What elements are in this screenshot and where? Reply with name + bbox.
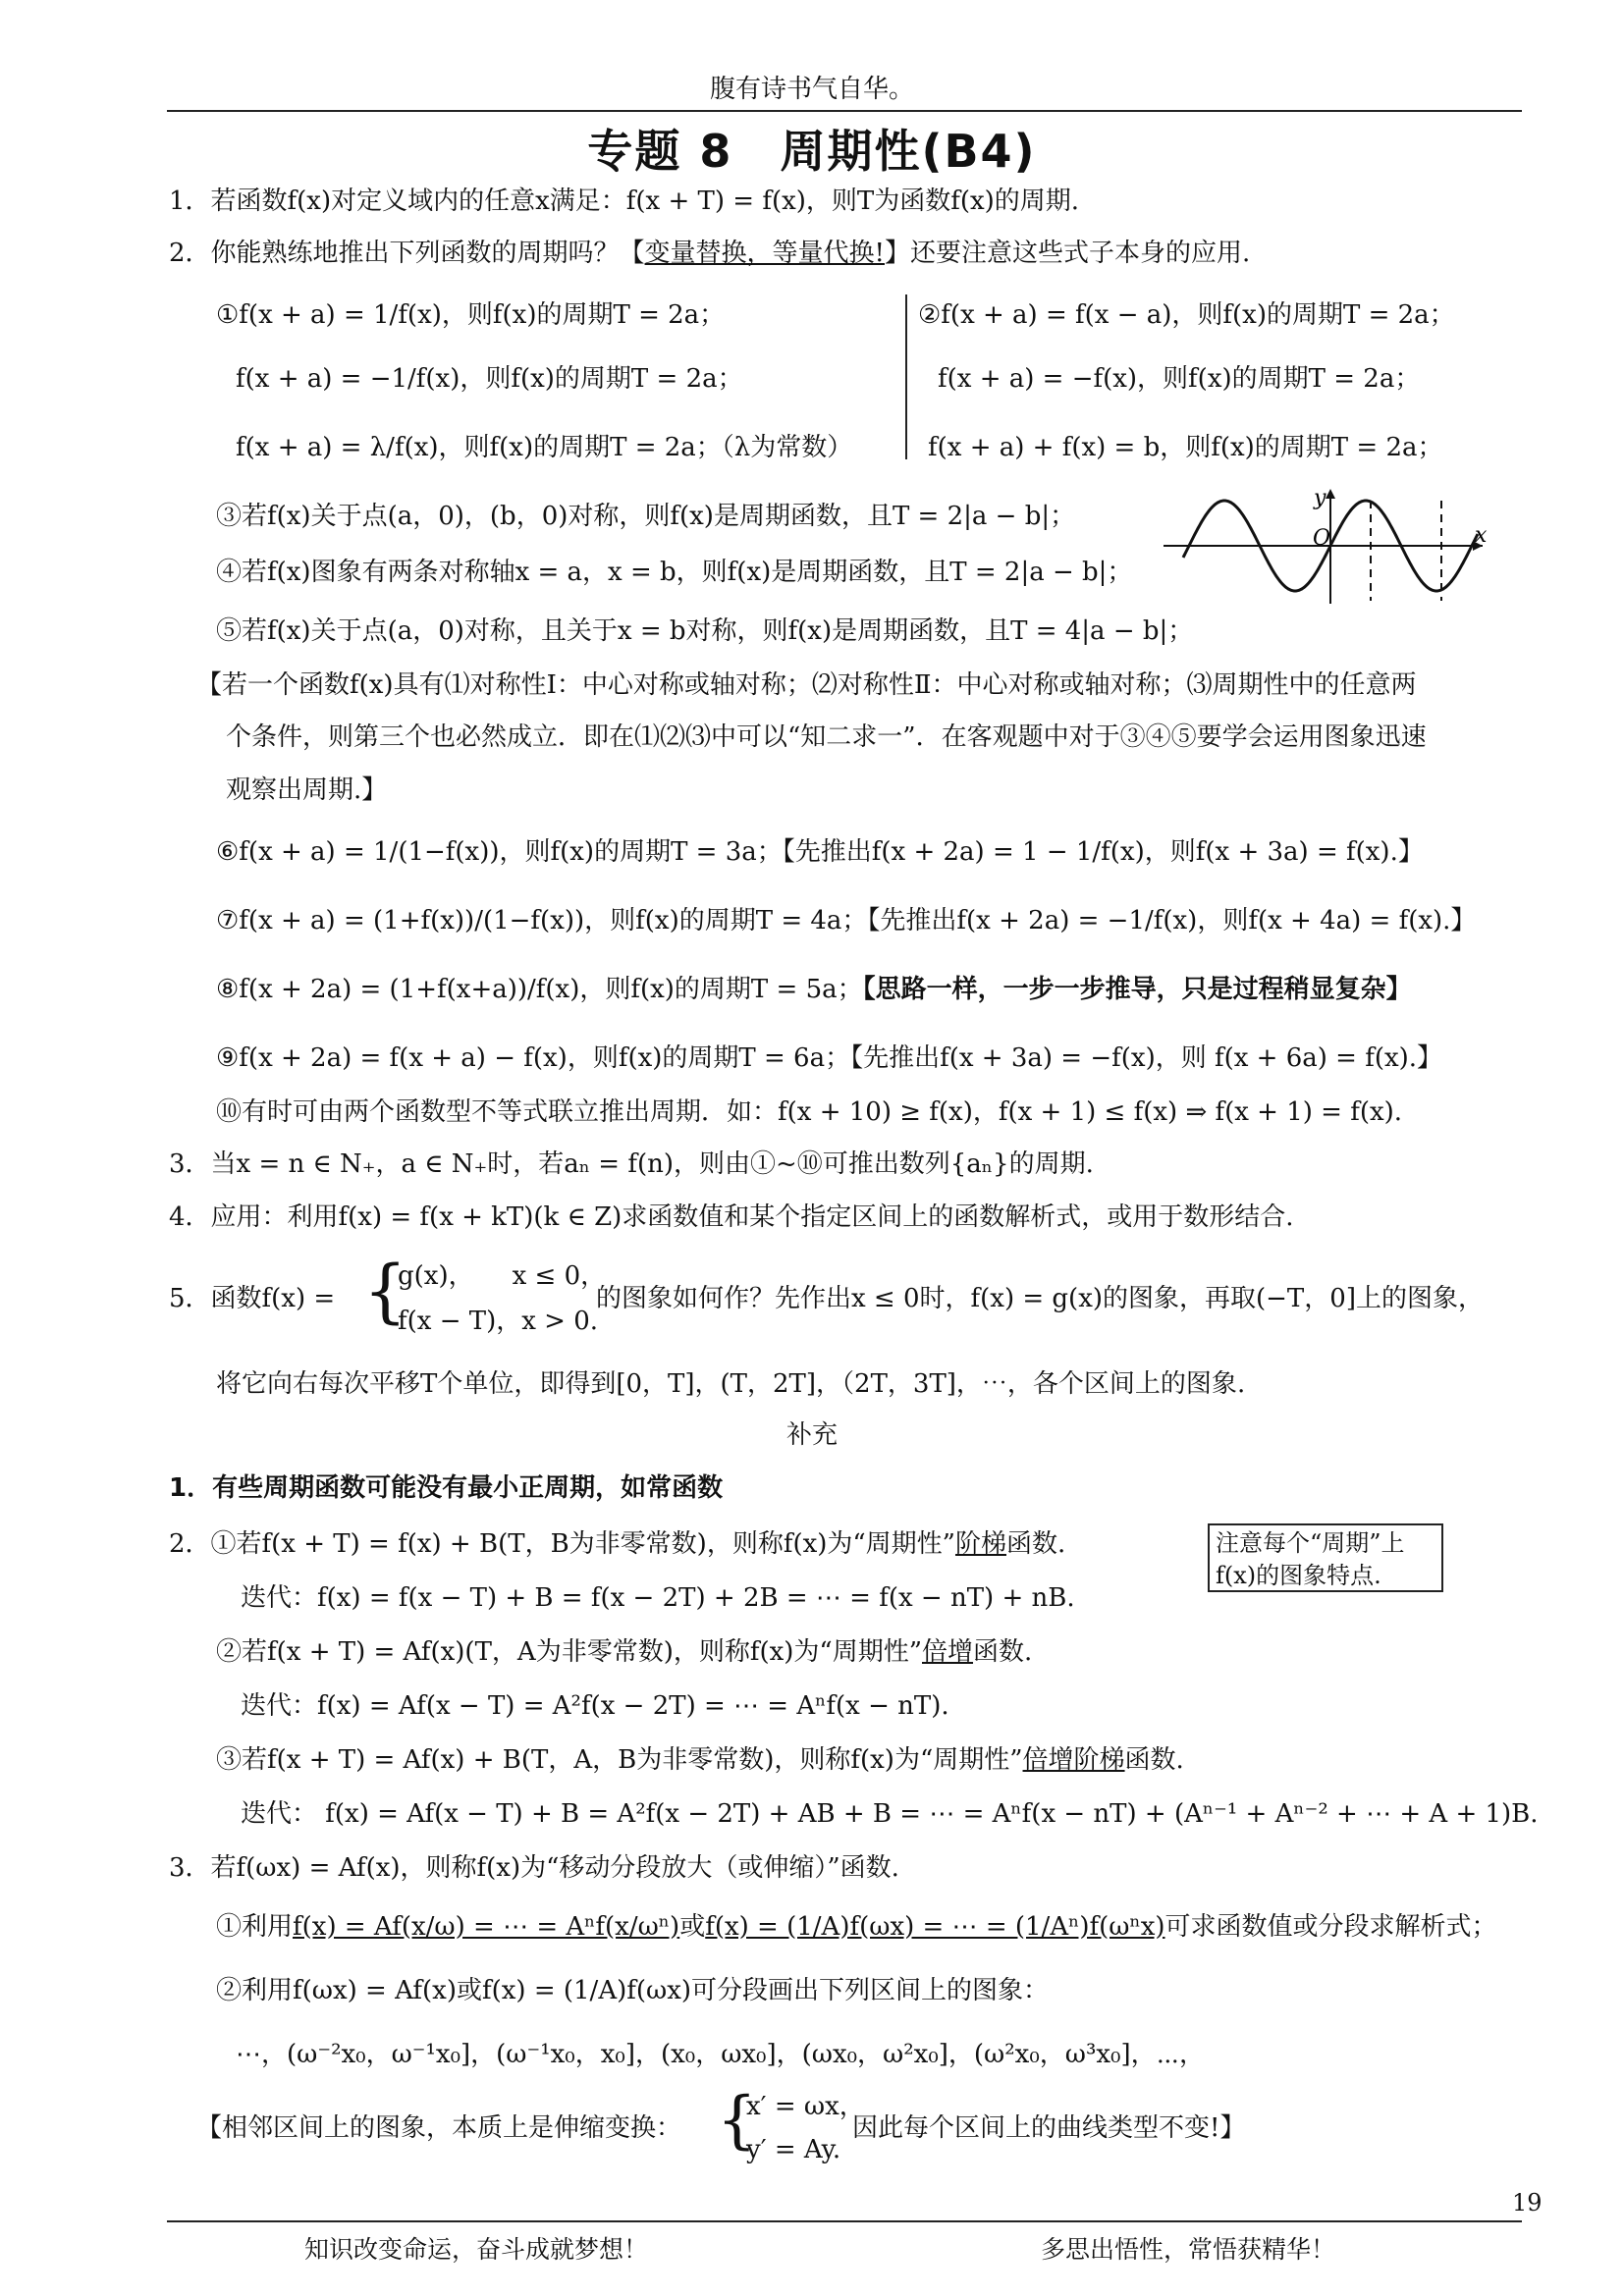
statement-9: ⑨f(x + 2a) = f(x + a) − f(x)，则f(x)的周期T = 6a；【先推出f(x + 3a) = −f(x)，则 f(x + 6a) = f(x).】 [216,1043,1443,1073]
statement-8: ⑧f(x + 2a) = (1+f(x+a))/f(x)，则f(x)的周期T = 5a；【思路一样，一步一步推导，只是过程稍显复杂】 [216,975,1412,1004]
supplement-2b-iteration: 迭代：f(x) = Af(x − T) = A²f(x − 2T) = ⋯ = Aⁿf(x − nT). [241,1691,949,1721]
item-2: 2．你能熟练地推出下列函数的周期吗？【变量替换，等量代换!】还要注意这些式子本身的应用. [169,239,1251,268]
header-rule [167,110,1522,112]
transform-case-1: x′ = ωx， [746,2092,865,2121]
footer-rule [167,2220,1522,2222]
supplement-4-pre: 【相邻区间上的图象，本质上是伸缩变换： [196,2113,682,2143]
statement-7: ⑦f(x + a) = (1+f(x))/(1−f(x))，则f(x)的周期T = 4a；【先推出f(x + 2a) = −1/f(x)，则f(x + 4a) = f(x).】 [216,906,1477,935]
supplement-3a: ①利用f(x) = Af(x/ω) = ⋯ = Aⁿf(x/ωⁿ)或f(x) = (1/A)f(ωx) = ⋯ = (1/Aⁿ)f(ωⁿx)可求函数值或分段求解析式； [216,1912,1497,1942]
column-divider [905,294,907,459]
item-1: 1．若函数f(x)对定义域内的任意x满足：f(x + T) = f(x)，则T为函数f(x)的周期. [169,187,1080,216]
item-5-pre: 5．函数f(x) = [169,1284,336,1313]
piecewise-case-2: f(x − T)，x > 0. [398,1307,599,1336]
supplement-3: 3．若f(ωx) = Af(x)，则称f(x)为“移动分段放大（或伸缩）”函数. [169,1853,899,1883]
origin-label: O [1313,526,1331,551]
note-box: 注意每个“周期”上f(x)的图象特点. [1208,1523,1443,1592]
x-label: x [1475,523,1488,548]
page-number: 19 [1512,2189,1543,2216]
item-5-post: 的图象如何作？先作出x ≤ 0时，f(x) = g(x)的图象，再取(−T，0]上的图象， [596,1284,1484,1313]
supplement-heading: 补充 [785,1420,838,1450]
supplement-3b: ②利用f(ωx) = Af(x)或f(x) = (1/A)f(ωx)可分段画出下列区间上的图象： [216,1976,1050,2005]
transform-case-2: y′ = Ay. [746,2135,841,2164]
item-2-underlined: 变量替换，等量代换! [644,239,885,268]
formula-6: f(x + a) + f(x) = b，则f(x)的周期T = 2a； [928,433,1443,462]
transform-brace: { [717,2084,757,2157]
statement-10: ⑩有时可由两个函数型不等式联立推出周期．如：f(x + 10) ≥ f(x)，f(x + 1) ≤ f(x) ⇒ f(x + 1) = f(x). [216,1097,1403,1127]
supplement-4-post: 因此每个区间上的曲线类型不变!】 [852,2113,1246,2143]
sine-graph [1154,481,1492,618]
formula-4: ②f(x + a) = f(x − a)，则f(x)的周期T = 2a； [918,300,1455,330]
footer-left: 知识改变命运，奋斗成就梦想！ [304,2235,649,2264]
header-motto: 腹有诗书气自华。 [709,75,914,104]
supplement-2c-iteration: 迭代： f(x) = Af(x − T) + B = A²f(x − 2T) + AB + B = ⋯ = Aⁿf(x − nT) + (Aⁿ⁻¹ + Aⁿ⁻² + ⋯ + A + 1)B. [241,1799,1539,1829]
supplement-3c-intervals: ⋯，(ω⁻²x₀，ω⁻¹x₀]，(ω⁻¹x₀，x₀]，(x₀，ωx₀]，(ωx₀，ω²x₀]，(ω²x₀，ω³x₀]，⋯， [236,2040,1206,2069]
supplement-2a-iteration: 迭代：f(x) = f(x − T) + B = f(x − 2T) + 2B = ⋯ = f(x − nT) + nB. [241,1583,1075,1613]
bracket-note-2: 个条件，则第三个也必然成立．即在⑴⑵⑶中可以“知二求一”．在客观题中对于③④⑤要学会运用图象迅速 [226,722,1427,752]
supplement-2a: 2．①若f(x + T) = f(x) + B(T，B为非零常数)，则称f(x)为“周期性”阶梯函数. [169,1529,1066,1559]
statement-6: ⑥f(x + a) = 1/(1−f(x))，则f(x)的周期T = 3a；【先推出f(x + 2a) = 1 − 1/f(x)，则f(x + 3a) = f(x).】 [216,837,1424,867]
formula-5: f(x + a) = −f(x)，则f(x)的周期T = 2a； [938,364,1421,394]
supplement-1: 1．有些周期函数可能没有最小正周期，如常函数 [169,1473,724,1503]
piecewise-case-1: g(x)， x ≤ 0， [398,1261,607,1291]
item-3: 3．当x = n ∈ N₊，a ∈ N₊时，若aₙ = f(n)，则由①~⑩可推出数列{aₙ}的周期. [169,1149,1094,1179]
y-label: y [1314,486,1326,510]
supplement-2c: ③若f(x + T) = Af(x) + B(T，A，B为非零常数)，则称f(x)为“周期性”倍增阶梯函数. [216,1745,1184,1775]
formula-3: f(x + a) = λ/f(x)，则f(x)的周期T = 2a；（λ为常数） [236,433,853,462]
page-title: 专题 8 周期性(B4) [587,125,1037,178]
statement-8-hint: 【思路一样，一步一步推导，只是过程稍显复杂】 [862,975,1412,1004]
item-4: 4．应用：利用f(x) = f(x + kT)(k ∈ Z)求函数值和某个指定区间上的函数解析式，或用于数形结合. [169,1202,1294,1232]
y-axis-arrow [1326,489,1335,499]
supplement-2b: ②若f(x + T) = Af(x)(T，A为非零常数)，则称f(x)为“周期性”倍增函数. [216,1637,1033,1667]
item-5-line-2: 将它向右每次平移T个单位，即得到[0，T]，(T，2T]，（2T，3T]，⋯，各个区间上的图象. [216,1369,1246,1399]
footer-right: 多思出悟性，常悟获精华！ [1041,2235,1336,2264]
statement-3: ③若f(x)关于点(a，0)，(b，0)对称，则f(x)是周期函数，且T = 2|a − b|； [216,502,1076,531]
statement-5: ⑤若f(x)关于点(a，0)对称，且关于x = b对称，则f(x)是周期函数，且T = 4|a − b|； [216,616,1194,646]
bracket-note-3: 观察出周期.】 [226,775,388,805]
bracket-note-1: 【若一个函数f(x)具有⑴对称性Ⅰ：中心对称或轴对称；⑵对称性Ⅱ：中心对称或轴对称；⑶周期性中的任意两 [196,670,1417,700]
formula-2: f(x + a) = −1/f(x)，则f(x)的周期T = 2a； [236,364,743,394]
piecewise-brace: { [363,1251,407,1331]
statement-4: ④若f(x)图象有两条对称轴x = a，x = b，则f(x)是周期函数，且T = 2|a − b|； [216,558,1133,587]
formula-1: ①f(x + a) = 1/f(x)，则f(x)的周期T = 2a； [216,300,726,330]
